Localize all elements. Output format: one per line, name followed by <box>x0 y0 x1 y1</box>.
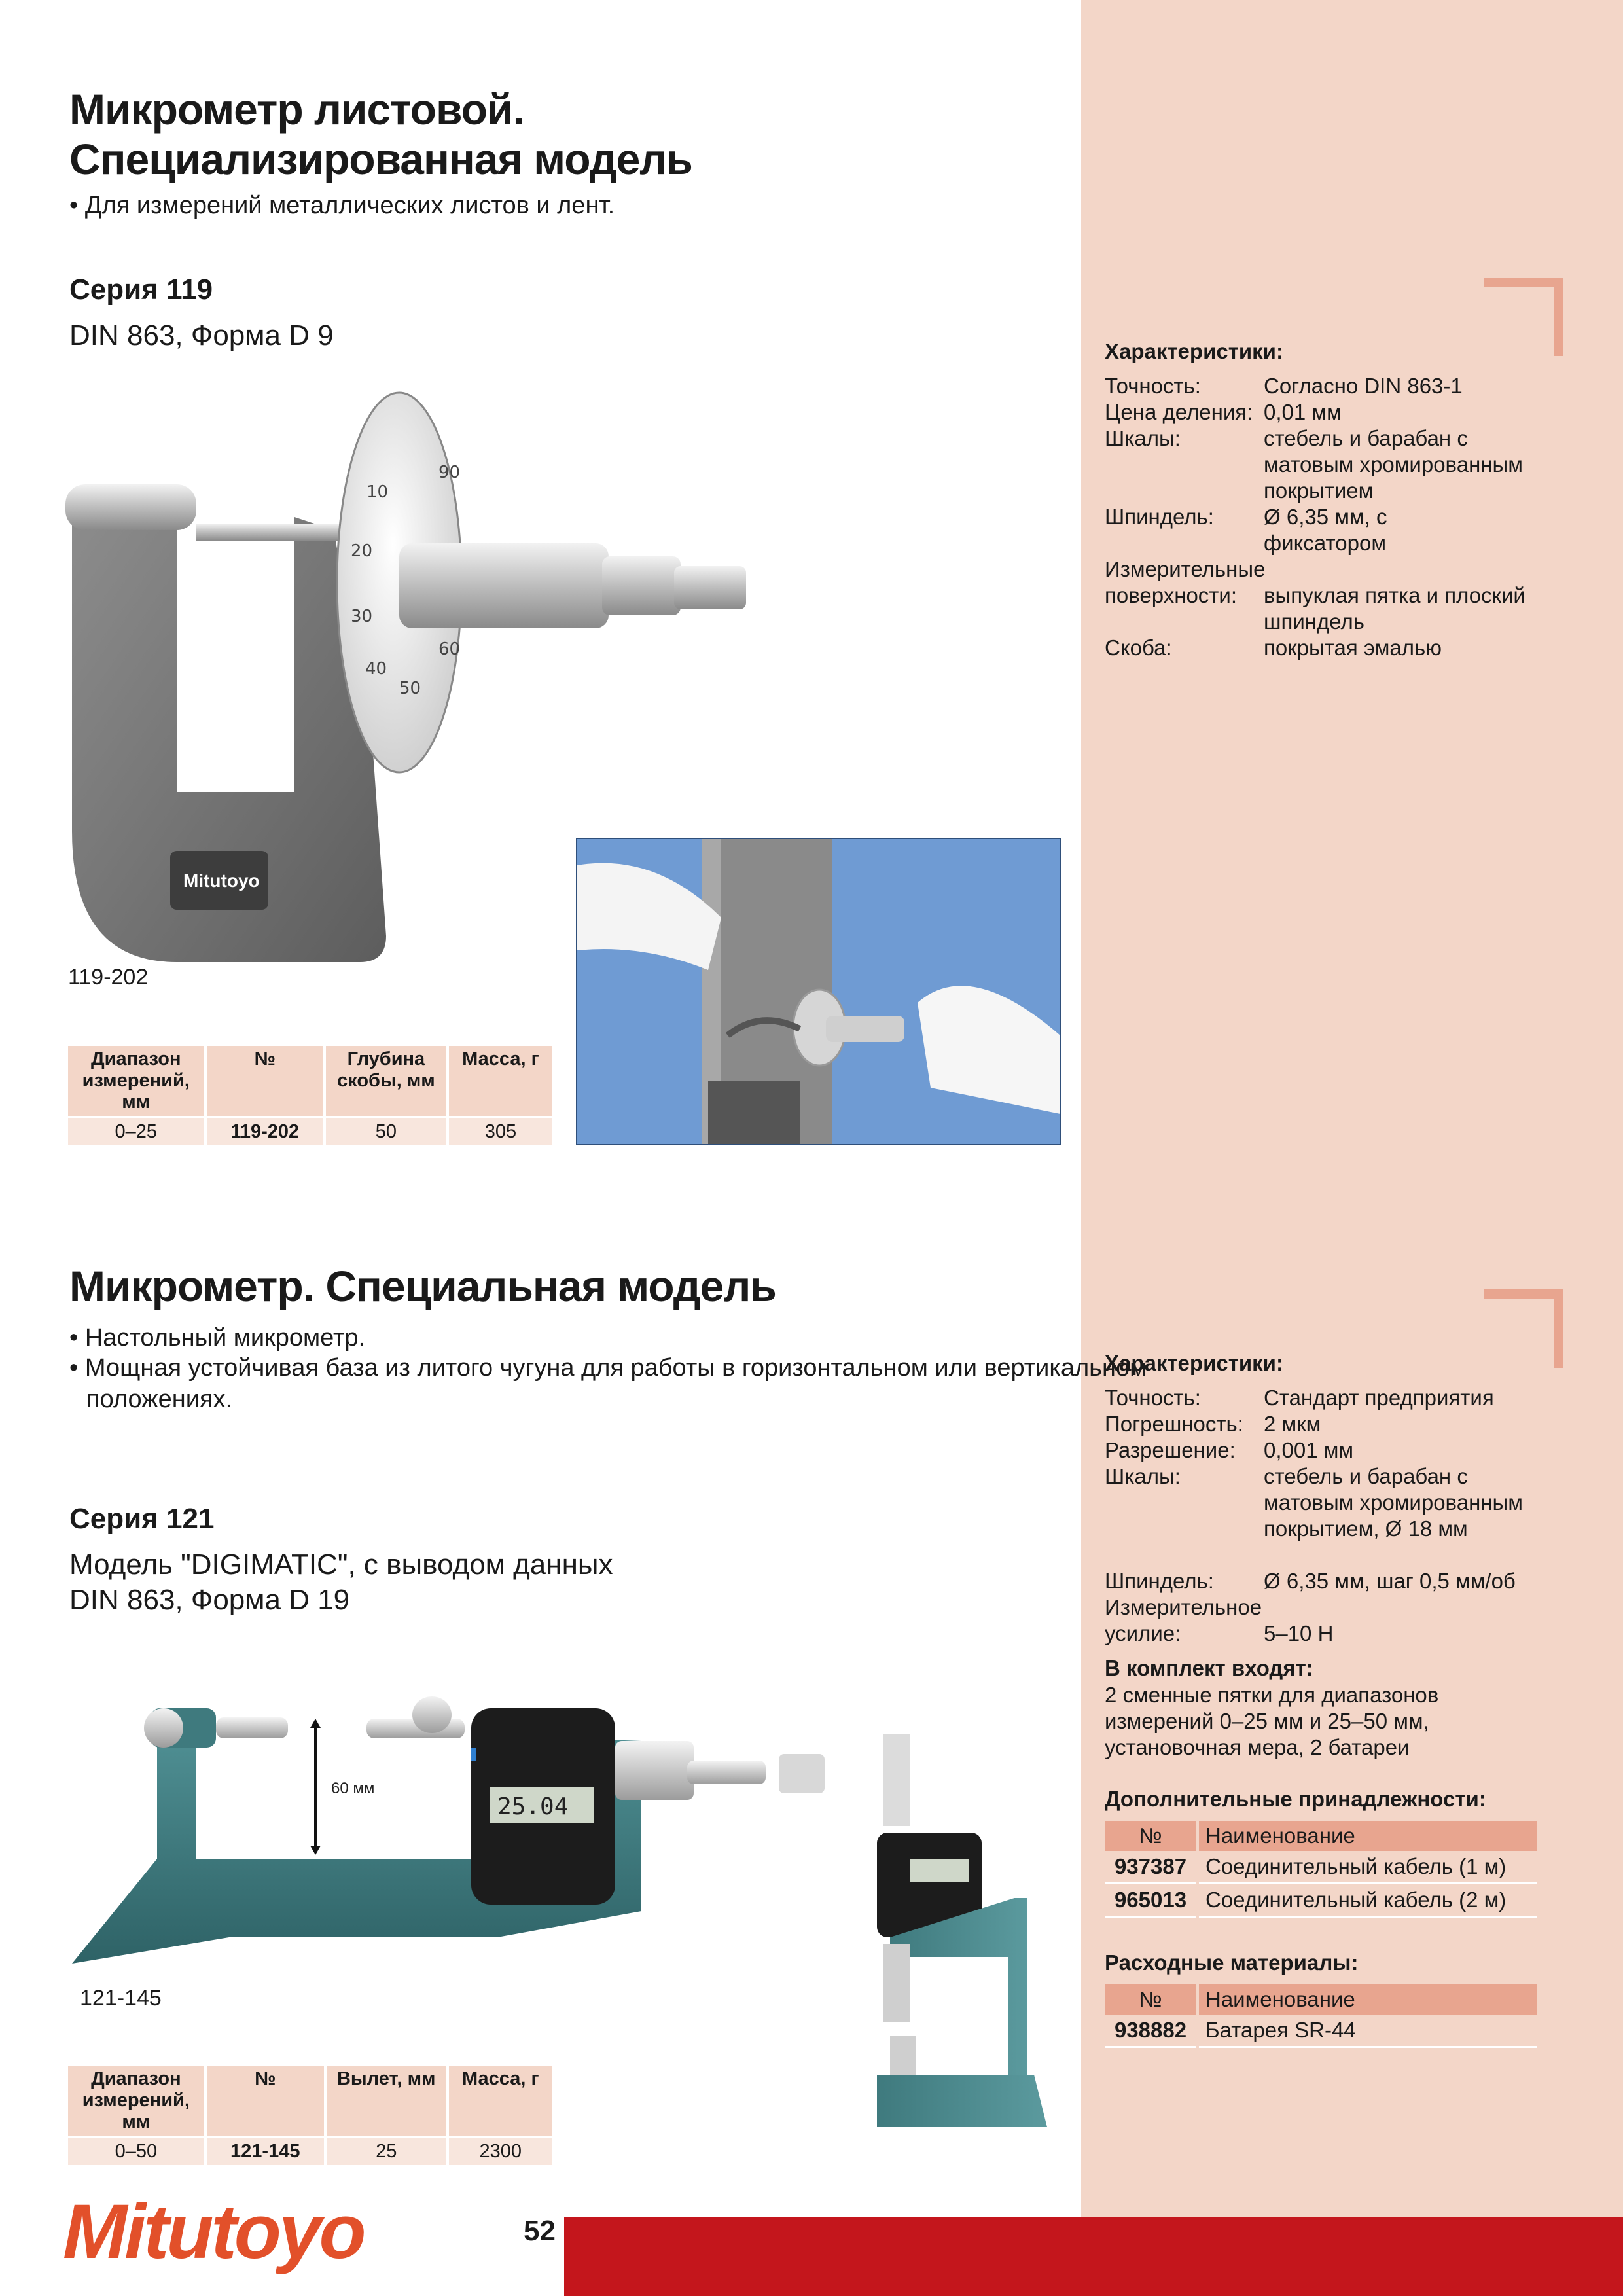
consumables-title: Расходные материалы: <box>1105 1950 1359 1975</box>
spec-key: Шпиндель: <box>1105 505 1214 529</box>
table-cell: 0–50 <box>68 2137 205 2166</box>
section1-title-line1: Микрометр листовой. <box>69 85 524 134</box>
table-row <box>1105 2015 1538 2047</box>
section2-product-table <box>68 2066 555 2165</box>
table-header: Наименование <box>1198 1984 1538 2015</box>
dial-number: 50 <box>399 679 421 698</box>
section1-bullet: • Для измерений металлических листов и лент. <box>69 192 615 219</box>
table-cell: 50 <box>325 1117 448 1146</box>
table-row <box>1105 1884 1538 1917</box>
table-cell: 937387 <box>1105 1851 1198 1884</box>
table-cell: 2300 <box>448 2137 554 2166</box>
table-row <box>68 2137 554 2166</box>
table-cell: 965013 <box>1105 1884 1198 1917</box>
digital-display-value: 25.04 <box>497 1793 569 1820</box>
mitutoyo-logo: Mitutoyo <box>63 2189 364 2275</box>
accessories-title: Дополнительные принадлежности: <box>1105 1787 1486 1811</box>
dimension-label: 60 мм <box>331 1780 375 1797</box>
table-cell: 305 <box>448 1117 554 1146</box>
spec-value: Стандарт предприятия <box>1264 1386 1494 1410</box>
section1-series: Серия 119 <box>69 274 213 306</box>
section2-specs-title: Характеристики: <box>1105 1351 1283 1375</box>
table-header: Наименование <box>1198 1821 1538 1851</box>
dial-number: 60 <box>438 639 461 659</box>
spec-key: Погрешность: <box>1105 1412 1243 1436</box>
consumables-table <box>1105 1984 1539 2048</box>
spec-value: стебель и барабан с матовым хромированным покрытием <box>1264 426 1523 503</box>
dial-number: 90 <box>438 463 461 482</box>
spec-value: Ø 6,35 мм, с фиксатором <box>1264 505 1387 555</box>
table-header: Диапазон измерений, мм <box>68 1046 205 1117</box>
spec-value: 2 мкм <box>1264 1412 1321 1436</box>
table-header: Масса, г <box>448 2066 554 2137</box>
table-header: Диапазон измерений, мм <box>68 2066 205 2137</box>
spec-key: Измерительное усилие: <box>1105 1595 1262 1645</box>
table-header: № <box>1105 1984 1198 2015</box>
spec-value: Согласно DIN 863-1 <box>1264 374 1463 398</box>
spec-value: покрытая эмалью <box>1264 636 1442 660</box>
section1-specs-title: Характеристики: <box>1105 339 1283 363</box>
section2-image-caption: 121-145 <box>80 1986 162 2011</box>
dial-number: 10 <box>366 482 389 502</box>
usage-photo <box>576 838 1061 1145</box>
spec-key: Скоба: <box>1105 636 1172 660</box>
spec-value: 0,01 мм <box>1264 400 1342 424</box>
spec-value: Ø 6,35 мм, шаг 0,5 мм/об <box>1264 1569 1516 1593</box>
spec-value: 5–10 Н <box>1264 1621 1334 1645</box>
vertical-micrometer-image <box>864 1734 1060 2147</box>
kit-title: В комплект входят: <box>1105 1656 1313 1680</box>
section2-series: Серия 121 <box>69 1503 215 1535</box>
table-row <box>1105 1851 1538 1884</box>
section2-subtitle-line1: Модель "DIGIMATIC", с выводом данных <box>69 1549 613 1581</box>
table-cell: 938882 <box>1105 2015 1198 2047</box>
corner-mark <box>1484 278 1563 356</box>
table-header: № <box>205 1046 325 1117</box>
footer-bar <box>564 2217 1623 2296</box>
table-cell: Соединительный кабель (1 м) <box>1198 1851 1538 1884</box>
table-header: Глубина скобы, мм <box>325 1046 448 1117</box>
dial-number: 30 <box>351 607 373 626</box>
spec-key: Шкалы: <box>1105 426 1181 450</box>
spec-key: Шкалы: <box>1105 1464 1181 1488</box>
section1-image-caption: 119-202 <box>68 965 149 990</box>
spec-key: Разрешение: <box>1105 1438 1236 1462</box>
section2-bullet: • Настольный микрометр. <box>69 1324 366 1352</box>
table-header: Масса, г <box>448 1046 554 1117</box>
table-cell: 121-145 <box>205 2137 325 2166</box>
spec-key: Точность: <box>1105 1386 1201 1410</box>
section1-product-table <box>68 1046 555 1145</box>
table-cell: 119-202 <box>205 1117 325 1146</box>
table-cell: Батарея SR-44 <box>1198 2015 1538 2047</box>
spec-key: Точность: <box>1105 374 1201 398</box>
corner-mark <box>1484 1289 1563 1368</box>
spec-value: выпуклая пятка и плоский шпиндель <box>1264 583 1525 634</box>
section1-title-line2: Специализированная модель <box>69 135 692 183</box>
section2-bullet: положениях. <box>86 1386 233 1413</box>
spec-key: Шпиндель: <box>1105 1569 1214 1593</box>
spec-key: Измерительные поверхности: <box>1105 557 1266 607</box>
accessories-table <box>1105 1821 1539 1918</box>
table-header: Вылет, мм <box>325 2066 448 2137</box>
frame-label: Mitutoyo <box>183 870 260 891</box>
section2-subtitle-line2: DIN 863, Форма D 19 <box>69 1584 350 1616</box>
dial-number: 40 <box>365 659 387 679</box>
table-cell: 25 <box>325 2137 448 2166</box>
dial-number: 20 <box>351 541 373 561</box>
bench-micrometer-image <box>65 1662 851 2003</box>
table-row <box>68 1117 554 1146</box>
table-header: № <box>205 2066 325 2137</box>
spec-key: Цена деления: <box>1105 400 1253 424</box>
table-cell: 0–25 <box>68 1117 205 1146</box>
page-number: 52 <box>524 2215 556 2247</box>
table-header: № <box>1105 1821 1198 1851</box>
spec-value: стебель и барабан с матовым хромированным покрытием, Ø 18 мм <box>1264 1464 1523 1541</box>
spec-value: 0,001 мм <box>1264 1438 1354 1462</box>
kit-text: 2 сменные пятки для диапазонов измерений 0–25 мм и 25–50 мм, установочная мера, 2 батареи <box>1105 1683 1439 1759</box>
section2-title: Микрометр. Специальная модель <box>69 1262 776 1310</box>
table-cell: Соединительный кабель (2 м) <box>1198 1884 1538 1917</box>
section2-bullet: • Мощная устойчивая база из литого чугуна для работы в горизонтальном или вертикальном <box>69 1354 1147 1382</box>
section1-subtitle: DIN 863, Форма D 9 <box>69 319 334 351</box>
